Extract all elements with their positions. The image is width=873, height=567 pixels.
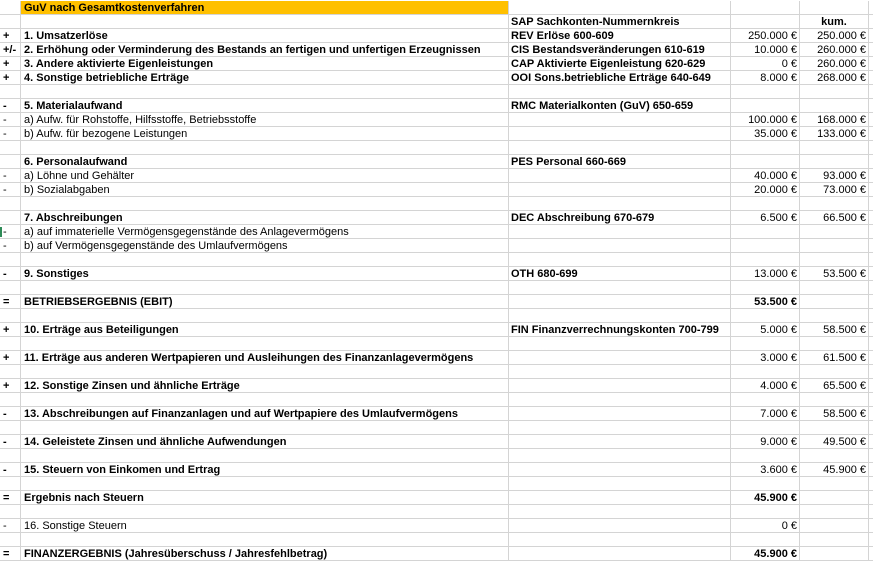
operator-cell[interactable]: -: [0, 519, 21, 533]
cumulative-cell[interactable]: [800, 253, 869, 267]
sheet-row: [0, 379, 873, 393]
operator-cell[interactable]: [0, 253, 21, 267]
account-range-cell[interactable]: [509, 407, 731, 421]
operator-cell[interactable]: [0, 211, 21, 225]
amount-cell[interactable]: [731, 85, 800, 99]
empty-cell[interactable]: [869, 435, 873, 449]
account-range-cell[interactable]: [509, 127, 731, 141]
cumulative-cell[interactable]: [800, 225, 869, 239]
sheet-row: [0, 239, 873, 253]
operator-cell[interactable]: +/-: [0, 43, 21, 57]
position-label-cell[interactable]: [21, 141, 509, 155]
position-label-cell[interactable]: 2. Erhöhung oder Verminderung des Bestands an fertigen und unfertigen Erzeugnissen: [21, 43, 509, 57]
amount-cell[interactable]: 45.900 €: [731, 491, 800, 505]
cumulative-cell[interactable]: kum.: [800, 15, 869, 29]
sheet-row: [0, 71, 873, 85]
cumulative-cell[interactable]: 250.000 €: [800, 29, 869, 43]
amount-cell[interactable]: [731, 99, 800, 113]
operator-cell[interactable]: =: [0, 295, 21, 309]
operator-cell[interactable]: [0, 281, 21, 295]
account-range-cell[interactable]: [509, 421, 731, 435]
amount-cell[interactable]: [731, 533, 800, 547]
empty-cell[interactable]: [869, 43, 873, 57]
amount-cell[interactable]: [731, 1, 800, 15]
account-range-cell[interactable]: [509, 491, 731, 505]
empty-cell[interactable]: [869, 505, 873, 519]
position-label-cell[interactable]: [21, 505, 509, 519]
operator-cell[interactable]: [0, 309, 21, 323]
account-range-cell[interactable]: [509, 365, 731, 379]
position-label-cell[interactable]: [21, 253, 509, 267]
account-range-cell[interactable]: REV Erlöse 600-609: [509, 29, 731, 43]
operator-cell[interactable]: +: [0, 379, 21, 393]
empty-cell[interactable]: [869, 141, 873, 155]
sheet-row: [0, 267, 873, 281]
position-label-cell[interactable]: 10. Erträge aus Beteiligungen: [21, 323, 509, 337]
account-range-cell[interactable]: [509, 253, 731, 267]
empty-cell[interactable]: [869, 29, 873, 43]
account-range-cell[interactable]: [509, 477, 731, 491]
operator-cell[interactable]: [0, 533, 21, 547]
operator-cell[interactable]: [0, 141, 21, 155]
operator-cell[interactable]: =: [0, 547, 21, 561]
account-range-cell[interactable]: [509, 519, 731, 533]
account-range-cell[interactable]: [509, 337, 731, 351]
empty-cell[interactable]: [869, 239, 873, 253]
sheet-row: [0, 225, 873, 239]
sheet-row: [0, 365, 873, 379]
sheet-row: [0, 477, 873, 491]
empty-cell[interactable]: [869, 407, 873, 421]
account-range-cell[interactable]: FIN Finanzverrechnungskonten 700-799: [509, 323, 731, 337]
account-range-cell[interactable]: OTH 680-699: [509, 267, 731, 281]
account-range-cell[interactable]: CIS Bestandsveränderungen 610-619: [509, 43, 731, 57]
empty-cell[interactable]: [869, 211, 873, 225]
cumulative-cell[interactable]: [800, 141, 869, 155]
amount-cell[interactable]: 8.000 €: [731, 71, 800, 85]
sheet-row: [0, 253, 873, 267]
sheet-row: [0, 547, 873, 561]
sheet-row: [0, 449, 873, 463]
cumulative-cell[interactable]: [800, 99, 869, 113]
amount-cell[interactable]: [731, 309, 800, 323]
position-label-cell[interactable]: 11. Erträge aus anderen Wertpapieren und Ausleihungen des Finanzanlagevermögens: [21, 351, 509, 365]
position-label-cell[interactable]: a) Aufw. für Rohstoffe, Hilfsstoffe, Betriebsstoffe: [21, 113, 509, 127]
operator-cell[interactable]: [0, 393, 21, 407]
amount-cell[interactable]: 4.000 €: [731, 379, 800, 393]
empty-cell[interactable]: [869, 477, 873, 491]
amount-cell[interactable]: 0 €: [731, 519, 800, 533]
amount-cell[interactable]: 7.000 €: [731, 407, 800, 421]
position-label-cell[interactable]: [21, 15, 509, 29]
cumulative-cell[interactable]: 66.500 €: [800, 211, 869, 225]
comment-indicator: [0, 227, 2, 237]
cumulative-cell[interactable]: 260.000 €: [800, 57, 869, 71]
account-range-cell[interactable]: [509, 141, 731, 155]
operator-cell[interactable]: [0, 85, 21, 99]
amount-cell[interactable]: [731, 477, 800, 491]
cumulative-cell[interactable]: 45.900 €: [800, 463, 869, 477]
amount-cell[interactable]: [731, 155, 800, 169]
sheet-row: [0, 491, 873, 505]
operator-cell[interactable]: -: [0, 267, 21, 281]
empty-cell[interactable]: [869, 85, 873, 99]
cumulative-cell[interactable]: [800, 519, 869, 533]
empty-cell[interactable]: [869, 15, 873, 29]
sheet-row: [0, 505, 873, 519]
position-label-cell[interactable]: 14. Geleistete Zinsen und ähnliche Aufwendungen: [21, 435, 509, 449]
position-label-cell[interactable]: 9. Sonstiges: [21, 267, 509, 281]
cumulative-cell[interactable]: 49.500 €: [800, 435, 869, 449]
sheet-row: [0, 337, 873, 351]
cumulative-cell[interactable]: 133.000 €: [800, 127, 869, 141]
sheet-row: [0, 421, 873, 435]
cumulative-cell[interactable]: [800, 533, 869, 547]
cumulative-cell[interactable]: [800, 393, 869, 407]
position-label-cell[interactable]: [21, 421, 509, 435]
operator-cell[interactable]: [0, 337, 21, 351]
position-label-cell[interactable]: [21, 393, 509, 407]
empty-cell[interactable]: [869, 99, 873, 113]
sheet-row: [0, 29, 873, 43]
empty-cell[interactable]: [869, 351, 873, 365]
amount-cell[interactable]: 6.500 €: [731, 211, 800, 225]
empty-cell[interactable]: [869, 57, 873, 71]
operator-cell[interactable]: [0, 477, 21, 491]
account-range-cell[interactable]: [509, 463, 731, 477]
position-label-cell[interactable]: 16. Sonstige Steuern: [21, 519, 509, 533]
account-range-cell[interactable]: DEC Abschreibung 670-679: [509, 211, 731, 225]
account-range-cell[interactable]: [509, 225, 731, 239]
position-label-cell[interactable]: 7. Abschreibungen: [21, 211, 509, 225]
amount-cell[interactable]: 3.000 €: [731, 351, 800, 365]
empty-cell[interactable]: [869, 421, 873, 435]
sheet-row: [0, 141, 873, 155]
account-range-cell[interactable]: [509, 505, 731, 519]
sheet-row: [0, 57, 873, 71]
operator-cell[interactable]: +: [0, 71, 21, 85]
cumulative-cell[interactable]: [800, 197, 869, 211]
amount-cell[interactable]: [731, 505, 800, 519]
sheet-row: [0, 435, 873, 449]
empty-cell[interactable]: [869, 281, 873, 295]
cumulative-cell[interactable]: 168.000 €: [800, 113, 869, 127]
empty-cell[interactable]: [869, 309, 873, 323]
position-label-cell[interactable]: GuV nach Gesamtkostenverfahren: [21, 1, 509, 15]
amount-cell[interactable]: 9.000 €: [731, 435, 800, 449]
amount-cell[interactable]: 53.500 €: [731, 295, 800, 309]
operator-cell[interactable]: -: [0, 463, 21, 477]
empty-cell[interactable]: [869, 155, 873, 169]
sheet-row: [0, 43, 873, 57]
operator-cell[interactable]: +: [0, 57, 21, 71]
sheet-row: [0, 463, 873, 477]
account-range-cell[interactable]: [509, 351, 731, 365]
amount-cell[interactable]: 10.000 €: [731, 43, 800, 57]
empty-cell[interactable]: [869, 1, 873, 15]
account-range-cell[interactable]: [509, 295, 731, 309]
empty-cell[interactable]: [869, 183, 873, 197]
account-range-cell[interactable]: [509, 113, 731, 127]
sheet-row: [0, 351, 873, 365]
position-label-cell[interactable]: [21, 337, 509, 351]
account-range-cell[interactable]: [509, 183, 731, 197]
position-label-cell[interactable]: 5. Materialaufwand: [21, 99, 509, 113]
operator-cell[interactable]: -: [0, 99, 21, 113]
cumulative-cell[interactable]: [800, 281, 869, 295]
empty-cell[interactable]: [869, 295, 873, 309]
cumulative-cell[interactable]: 58.500 €: [800, 407, 869, 421]
cumulative-cell[interactable]: [800, 337, 869, 351]
amount-cell[interactable]: 35.000 €: [731, 127, 800, 141]
empty-cell[interactable]: [869, 113, 873, 127]
empty-cell[interactable]: [869, 463, 873, 477]
sheet-row: [0, 1, 873, 15]
amount-cell[interactable]: [731, 337, 800, 351]
position-label-cell[interactable]: Ergebnis nach Steuern: [21, 491, 509, 505]
amount-cell[interactable]: [731, 141, 800, 155]
sheet-row: [0, 323, 873, 337]
empty-cell[interactable]: [869, 253, 873, 267]
cumulative-cell[interactable]: [800, 547, 869, 561]
amount-cell[interactable]: 45.900 €: [731, 547, 800, 561]
position-label-cell[interactable]: [21, 449, 509, 463]
cumulative-cell[interactable]: 58.500 €: [800, 323, 869, 337]
account-range-cell[interactable]: [509, 1, 731, 15]
cumulative-cell[interactable]: [800, 365, 869, 379]
cumulative-cell[interactable]: 73.000 €: [800, 183, 869, 197]
sheet-row: [0, 295, 873, 309]
empty-cell[interactable]: [869, 449, 873, 463]
position-label-cell[interactable]: 13. Abschreibungen auf Finanzanlagen und auf Wertpapiere des Umlaufvermögens: [21, 407, 509, 421]
position-label-cell[interactable]: a) auf immaterielle Vermögensgegenstände des Anlagevermögens: [21, 225, 509, 239]
empty-cell[interactable]: [869, 393, 873, 407]
amount-cell[interactable]: [731, 365, 800, 379]
operator-cell[interactable]: +: [0, 29, 21, 43]
account-range-cell[interactable]: [509, 379, 731, 393]
position-label-cell[interactable]: 3. Andere aktivierte Eigenleistungen: [21, 57, 509, 71]
cumulative-cell[interactable]: [800, 421, 869, 435]
cumulative-cell[interactable]: 61.500 €: [800, 351, 869, 365]
amount-cell[interactable]: [731, 281, 800, 295]
position-label-cell[interactable]: [21, 197, 509, 211]
operator-cell[interactable]: [0, 365, 21, 379]
operator-cell[interactable]: -: [0, 183, 21, 197]
operator-cell[interactable]: [0, 197, 21, 211]
operator-cell[interactable]: -: [0, 113, 21, 127]
sheet-row: [0, 533, 873, 547]
empty-cell[interactable]: [869, 337, 873, 351]
amount-cell[interactable]: 40.000 €: [731, 169, 800, 183]
empty-cell[interactable]: [869, 533, 873, 547]
empty-cell[interactable]: [869, 127, 873, 141]
operator-cell[interactable]: [0, 421, 21, 435]
account-range-cell[interactable]: [509, 309, 731, 323]
account-range-cell[interactable]: CAP Aktivierte Eigenleistung 620-629: [509, 57, 731, 71]
operator-cell[interactable]: +: [0, 323, 21, 337]
operator-cell[interactable]: -: [0, 127, 21, 141]
amount-cell[interactable]: [731, 197, 800, 211]
sheet-row: [0, 197, 873, 211]
account-range-cell[interactable]: [509, 533, 731, 547]
position-label-cell[interactable]: b) Sozialabgaben: [21, 183, 509, 197]
amount-cell[interactable]: 13.000 €: [731, 267, 800, 281]
account-range-cell[interactable]: [509, 547, 731, 561]
position-label-cell[interactable]: 12. Sonstige Zinsen und ähnliche Erträge: [21, 379, 509, 393]
account-range-cell[interactable]: [509, 393, 731, 407]
position-label-cell[interactable]: [21, 365, 509, 379]
amount-cell[interactable]: 250.000 €: [731, 29, 800, 43]
account-range-cell[interactable]: [509, 197, 731, 211]
empty-cell[interactable]: [869, 519, 873, 533]
account-range-cell[interactable]: PES Personal 660-669: [509, 155, 731, 169]
cumulative-cell[interactable]: [800, 1, 869, 15]
sheet-row: [0, 169, 873, 183]
sheet-row: [0, 183, 873, 197]
account-range-cell[interactable]: SAP Sachkonten-Nummernkreis: [509, 15, 731, 29]
sheet-row: [0, 281, 873, 295]
position-label-cell[interactable]: BETRIEBSERGEBNIS (EBIT): [21, 295, 509, 309]
account-range-cell[interactable]: [509, 281, 731, 295]
empty-cell[interactable]: [869, 169, 873, 183]
cumulative-cell[interactable]: [800, 491, 869, 505]
sheet-row: [0, 99, 873, 113]
sheet-row: [0, 15, 873, 29]
empty-cell[interactable]: [869, 197, 873, 211]
sheet-row: [0, 309, 873, 323]
operator-cell[interactable]: =: [0, 491, 21, 505]
position-label-cell[interactable]: 6. Personalaufwand: [21, 155, 509, 169]
cumulative-cell[interactable]: [800, 239, 869, 253]
operator-cell[interactable]: [0, 15, 21, 29]
position-label-cell[interactable]: 15. Steuern von Einkomen und Ertrag: [21, 463, 509, 477]
operator-cell[interactable]: [0, 505, 21, 519]
empty-cell[interactable]: [869, 323, 873, 337]
account-range-cell[interactable]: OOI Sons.betriebliche Erträge 640-649: [509, 71, 731, 85]
operator-cell[interactable]: -: [0, 169, 21, 183]
cumulative-cell[interactable]: 260.000 €: [800, 43, 869, 57]
position-label-cell[interactable]: [21, 533, 509, 547]
position-label-cell[interactable]: b) Aufw. für bezogene Leistungen: [21, 127, 509, 141]
empty-cell[interactable]: [869, 491, 873, 505]
amount-cell[interactable]: 20.000 €: [731, 183, 800, 197]
position-label-cell[interactable]: [21, 85, 509, 99]
operator-cell[interactable]: -: [0, 239, 21, 253]
operator-cell[interactable]: [0, 1, 21, 15]
sheet-row: [0, 155, 873, 169]
sheet-row: [0, 211, 873, 225]
cumulative-cell[interactable]: [800, 85, 869, 99]
operator-cell[interactable]: [0, 155, 21, 169]
position-label-cell[interactable]: [21, 281, 509, 295]
amount-cell[interactable]: 0 €: [731, 57, 800, 71]
amount-cell[interactable]: 100.000 €: [731, 113, 800, 127]
amount-cell[interactable]: [731, 225, 800, 239]
account-range-cell[interactable]: [509, 435, 731, 449]
amount-cell[interactable]: [731, 449, 800, 463]
empty-cell[interactable]: [869, 547, 873, 561]
empty-cell[interactable]: [869, 379, 873, 393]
cumulative-cell[interactable]: 93.000 €: [800, 169, 869, 183]
cumulative-cell[interactable]: [800, 295, 869, 309]
account-range-cell[interactable]: RMC Materialkonten (GuV) 650-659: [509, 99, 731, 113]
cumulative-cell[interactable]: [800, 155, 869, 169]
cumulative-cell[interactable]: 65.500 €: [800, 379, 869, 393]
cumulative-cell[interactable]: 268.000 €: [800, 71, 869, 85]
sheet-row: [0, 393, 873, 407]
position-label-cell[interactable]: [21, 309, 509, 323]
sheet-row: [0, 407, 873, 421]
operator-cell[interactable]: [0, 449, 21, 463]
cumulative-cell[interactable]: [800, 477, 869, 491]
operator-cell[interactable]: +: [0, 351, 21, 365]
sheet-row: [0, 113, 873, 127]
cumulative-cell[interactable]: [800, 505, 869, 519]
empty-cell[interactable]: [869, 267, 873, 281]
position-label-cell[interactable]: a) Löhne und Gehälter: [21, 169, 509, 183]
empty-cell[interactable]: [869, 225, 873, 239]
position-label-cell[interactable]: FINANZERGEBNIS (Jahresüberschuss / Jahresfehlbetrag): [21, 547, 509, 561]
cumulative-cell[interactable]: [800, 449, 869, 463]
account-range-cell[interactable]: [509, 239, 731, 253]
amount-cell[interactable]: [731, 421, 800, 435]
operator-cell[interactable]: -: [0, 225, 21, 239]
operator-cell[interactable]: -: [0, 435, 21, 449]
account-range-cell[interactable]: [509, 449, 731, 463]
cumulative-cell[interactable]: [800, 309, 869, 323]
amount-cell[interactable]: 3.600 €: [731, 463, 800, 477]
position-label-cell[interactable]: b) auf Vermögensgegenstände des Umlaufvermögens: [21, 239, 509, 253]
cumulative-cell[interactable]: 53.500 €: [800, 267, 869, 281]
position-label-cell[interactable]: [21, 477, 509, 491]
amount-cell[interactable]: 5.000 €: [731, 323, 800, 337]
position-label-cell[interactable]: 1. Umsatzerlöse: [21, 29, 509, 43]
account-range-cell[interactable]: [509, 85, 731, 99]
amount-cell[interactable]: [731, 393, 800, 407]
sheet-row: [0, 85, 873, 99]
sheet-row: [0, 519, 873, 533]
empty-cell[interactable]: [869, 71, 873, 85]
account-range-cell[interactable]: [509, 169, 731, 183]
amount-cell[interactable]: [731, 239, 800, 253]
empty-cell[interactable]: [869, 365, 873, 379]
amount-cell[interactable]: [731, 15, 800, 29]
position-label-cell[interactable]: 4. Sonstige betriebliche Erträge: [21, 71, 509, 85]
operator-cell[interactable]: -: [0, 407, 21, 421]
sheet-row: [0, 127, 873, 141]
amount-cell[interactable]: [731, 253, 800, 267]
